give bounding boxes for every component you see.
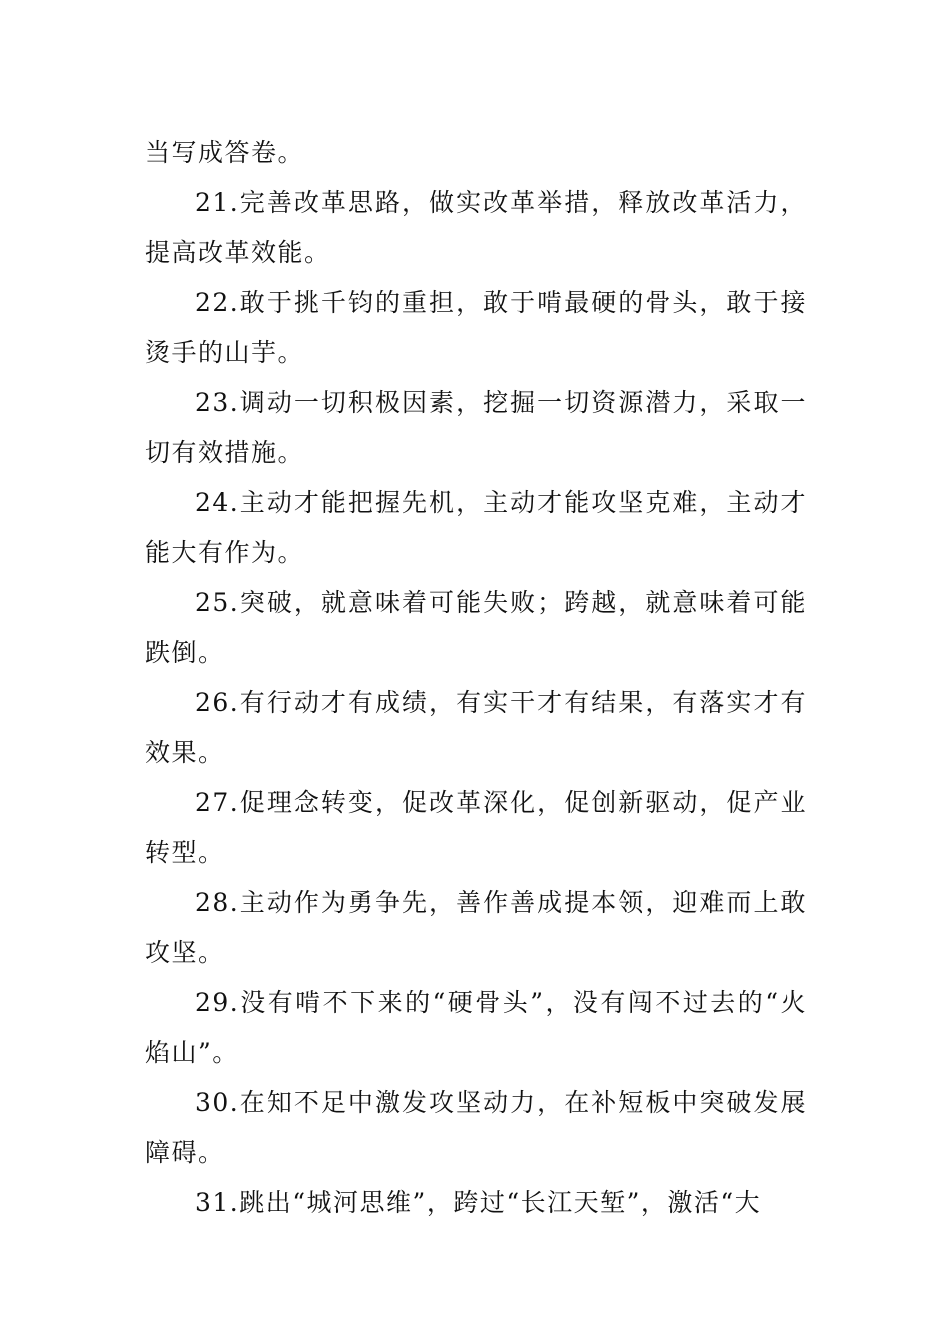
paragraph-26: 26.有行动才有成绩，有实干才有结果，有落实才有效果。 xyxy=(145,688,807,767)
paragraph-30: 30.在知不足中激发攻坚动力，在补短板中突破发展障碍。 xyxy=(145,1088,807,1167)
paragraph-23: 23.调动一切积极因素，挖掘一切资源潜力，采取一切有效措施。 xyxy=(145,388,807,467)
paragraph-29: 29.没有啃不下来的“硬骨头”，没有闯不过去的“火焰山”。 xyxy=(145,988,807,1067)
paragraph-25: 25.突破，就意味着可能失败；跨越，就意味着可能跌倒。 xyxy=(145,588,807,667)
document-body xyxy=(145,128,807,1228)
paragraph-22: 22.敢于挑千钧的重担，敢于啃最硬的骨头，敢于接烫手的山芋。 xyxy=(145,288,807,367)
paragraph-31: 31.跳出“城河思维”，跨过“长江天堑”，激活“大 xyxy=(195,1188,762,1217)
paragraph-24: 24.主动才能把握先机，主动才能攻坚克难，主动才能大有作为。 xyxy=(145,488,807,567)
paragraph-continued: 当写成答卷。 xyxy=(145,138,305,167)
paragraph-28: 28.主动作为勇争先，善作善成提本领，迎难而上敢攻坚。 xyxy=(145,888,807,967)
paragraph-21: 21.完善改革思路，做实改革举措，释放改革活力，提高改革效能。 xyxy=(145,188,807,267)
paragraph-27: 27.促理念转变，促改革深化，促创新驱动，促产业转型。 xyxy=(145,788,807,867)
